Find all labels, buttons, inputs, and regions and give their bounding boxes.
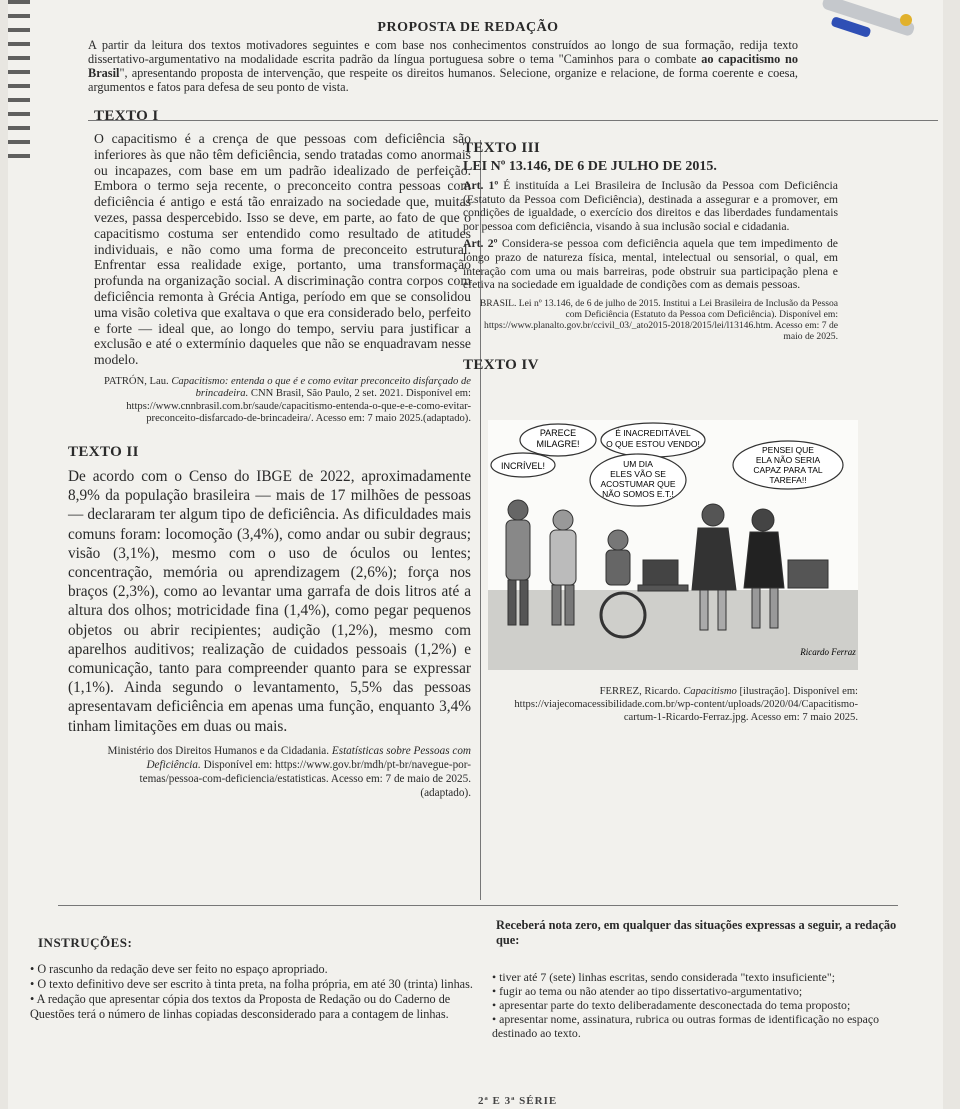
bubble-incrivel: INCRÍVEL! bbox=[500, 461, 546, 471]
spiral-binding bbox=[8, 0, 30, 160]
bubble-milagre: MILAGRE! bbox=[536, 439, 580, 449]
texto4-heading: TEXTO IV bbox=[463, 356, 539, 373]
bubble-um-dia: UM DIA bbox=[623, 459, 653, 469]
bubble-o-que-estou-vendo: O QUE ESTOU VENDO! bbox=[606, 439, 700, 449]
texto3-reference: BRASIL. Lei nº 13.146, de 6 de julho de 2015. Institui a Lei Brasileira de Inclusão da Pessoa com Deficiência (Estatuto da Pessoa com Deficiência). Disponível em: https://www.planalto.gov.br/ccivil_03/_ato2015-2018/2015/lei/l13146.htm. Acesso em: 7 de maio de 2025. bbox=[479, 297, 838, 343]
bubble-parece: PARECE bbox=[539, 428, 577, 438]
divider-bottom bbox=[58, 905, 898, 906]
texto3-law-title: LEI Nº 13.146, DE 6 DE JULHO DE 2015. bbox=[463, 159, 717, 174]
bubble-acostumar-que: ACOSTUMAR QUE bbox=[600, 479, 676, 489]
texto3-art1: Art. 1º É instituída a Lei Brasileira de Inclusão da Pessoa com Deficiência (Estatuto da Pessoa com Deficiência), destinada a assegurar e a promover, em condições de igualdade, o exercício dos direitos e das liberdades fundamentais por pessoa com deficiência, visando à sua inclusão social e cidadania. bbox=[463, 179, 838, 233]
page-title: PROPOSTA DE REDAÇÃO bbox=[377, 20, 559, 35]
intro-paragraph: A partir da leitura dos textos motivadores seguintes e com base nos conhecimentos construídos ao longo de sua formação, redija texto dissertativo-argumentativo na modalidade escrita padrão da língua portuguesa sobre o tema "Caminhos para o combate ao capacitismo no Brasil", apresentando proposta de intervenção, que respeite os direitos humanos. Selecione, organize e relacione, de forma coerente e coesa, argumentos e fatos para defesa de seu ponto de vista. bbox=[88, 38, 798, 94]
pen-icon bbox=[811, 0, 921, 50]
bubble-nao-somos-et: NÃO SOMOS E.T.! bbox=[602, 489, 674, 499]
zero-grade-item: • apresentar parte do texto deliberadamente desconectada do tema proposto; bbox=[492, 998, 851, 1012]
zero-grade-item: • tiver até 7 (sete) linhas escritas, sendo considerada "texto insuficiente"; bbox=[492, 970, 835, 984]
zero-grade-list bbox=[492, 970, 922, 1040]
texto1-heading: TEXTO I bbox=[94, 108, 159, 124]
exam-sheet bbox=[8, 0, 943, 1109]
cartoon-signature: Ricardo Ferraz bbox=[800, 647, 856, 657]
bubble-tarefa: TAREFA!! bbox=[769, 475, 807, 485]
page-footer: 2ª E 3ª SÉRIE bbox=[478, 1095, 558, 1107]
left-column bbox=[68, 108, 471, 800]
zero-grade-item: • apresentar nome, assinatura, rubrica ou outras formas de identificação no espaço destinado ao texto. bbox=[492, 1012, 880, 1040]
instructions-list bbox=[30, 962, 480, 1022]
texto2-body: De acordo com o Censo do IBGE de 2022, aproximadamente 8,9% da população brasileira — mais de 17 milhões de pessoas — declararam ter algum tipo de deficiência. As dificuldades mais comuns foram: locomoção (3,4%), como andar ou subir degraus; visão (3,1%), mesmo com o uso de óculos ou lentes; concentração, memória ou aprendizagem (2,6%); força nos braços (2,3%), como ao levantar uma garrafa de dois litros até a altura dos olhos; motricidade fina (1,4%), como pegar pequenos objetos ou abrir recipientes; audição (1,2%), mesmo com aparelhos auditivos; realização de cuidados pessoais (1,2%) e comunicação, tanto para compreender quanto para se expressar (1,1%). Ainda segundo o levantamento, 5,5% das pessoas apresentavam deficiência em apenas uma função, enquanto 3,4% tinham limitações em duas ou mais. bbox=[68, 467, 471, 735]
cartoon-illustration bbox=[488, 420, 858, 670]
texto1-reference: PATRÓN, Lau. Capacitismo: entenda o que é e como evitar preconceito disfarçado de brincadeira. CNN Brasil, São Paulo, 2 set. 2021. Disponível em: https://www.cnnbrasil.com.br/saude/capacitismo-entenda-o-que-e-e-como-evitar-preconceito-disfarcado-de-brincadeira/. Acesso em: 7 maio 2025.(adaptado). bbox=[104, 375, 471, 425]
right-column bbox=[463, 140, 838, 374]
zero-grade-heading: Receberá nota zero, em qualquer das situações expressas a seguir, a redação que: bbox=[496, 918, 897, 947]
bubble-capaz-para-tal: CAPAZ PARA TAL bbox=[753, 465, 823, 475]
texto4-caption: FERREZ, Ricardo. Capacitismo [ilustração]. Disponível em: https://viajecomacessibilidade.com.br/wp-content/uploads/2020/04/Capacitismo-cartum-1-Ricardo-Ferraz.jpg. Acesso em: 7 maio 2025. bbox=[514, 686, 858, 723]
bubble-ela-nao-seria: ELA NÃO SERIA bbox=[755, 455, 821, 465]
texto3-heading: TEXTO III bbox=[463, 140, 541, 156]
bubble-eles-vao-se: ELES VÃO SE bbox=[610, 469, 666, 479]
instruction-item: • O texto definitivo deve ser escrito à tinta preta, na folha própria, em até 30 (trinta) linhas. bbox=[30, 977, 473, 991]
instruction-item: • O rascunho da redação deve ser feito no espaço apropriado. bbox=[30, 962, 328, 976]
zero-grade-item: • fugir ao tema ou não atender ao tipo dissertativo-argumentativo; bbox=[492, 984, 803, 998]
bubble-inacreditavel: É INACREDITÁVEL bbox=[615, 428, 691, 438]
texto1-body: O capacitismo é a crença de que pessoas com deficiência são inferiores às que não têm deficiência, sendo tratadas como anormais ou incapazes, com base em um padrão idealizado de perfeição. Embora o termo seja recente, o preconceito contra pessoas com deficiência é antigo e está tão enraizado na sociedade que, muitas vezes, passa despercebido. Isso se deve, em parte, ao fato de que o capacitismo costuma ser entendido como resultado de atitudes individuais, e não como uma forma de preconceito estrutural. Enfrentar essa realidade exige, portanto, uma transformação profunda na organização social. A discriminação contra corpos com deficiência remonta à Grécia Antiga, período em que se consolidou uma visão coletiva que exaltava o que era considerado belo, perfeito e forte — ideal que, ao longo do tempo, serviu para justificar a exclusão e até o extermínio daqueles que não se enquadravam nesse modelo. bbox=[94, 131, 471, 368]
texto2-heading: TEXTO II bbox=[68, 443, 139, 460]
texto3-art2: Art. 2º Considera-se pessoa com deficiência aquela que tem impedimento de longo prazo de natureza física, mental, intelectual ou sensorial, o qual, em interação com uma ou mais barreiras, pode obstruir sua participação plena e efetiva na sociedade em igualdade de condições com as demais pessoas. bbox=[463, 237, 838, 292]
texto2-reference: Ministério dos Direitos Humanos e da Cidadania. Estatísticas sobre Pessoas com Deficiência. Disponível em: https://www.gov.br/mdh/pt-br/navegue-por-temas/pessoa-com-deficiencia/estatisticas. Acesso em: 7 de maio de 2025. (adaptado). bbox=[107, 744, 471, 799]
instructions-heading: INSTRUÇÕES: bbox=[38, 935, 133, 950]
instruction-item: • A redação que apresentar cópia dos textos da Proposta de Redação ou do Caderno de Questões terá o número de linhas copiadas desconsiderado para a contagem de linhas. bbox=[30, 992, 451, 1021]
bubble-pensei-que: PENSEI QUE bbox=[762, 445, 814, 455]
